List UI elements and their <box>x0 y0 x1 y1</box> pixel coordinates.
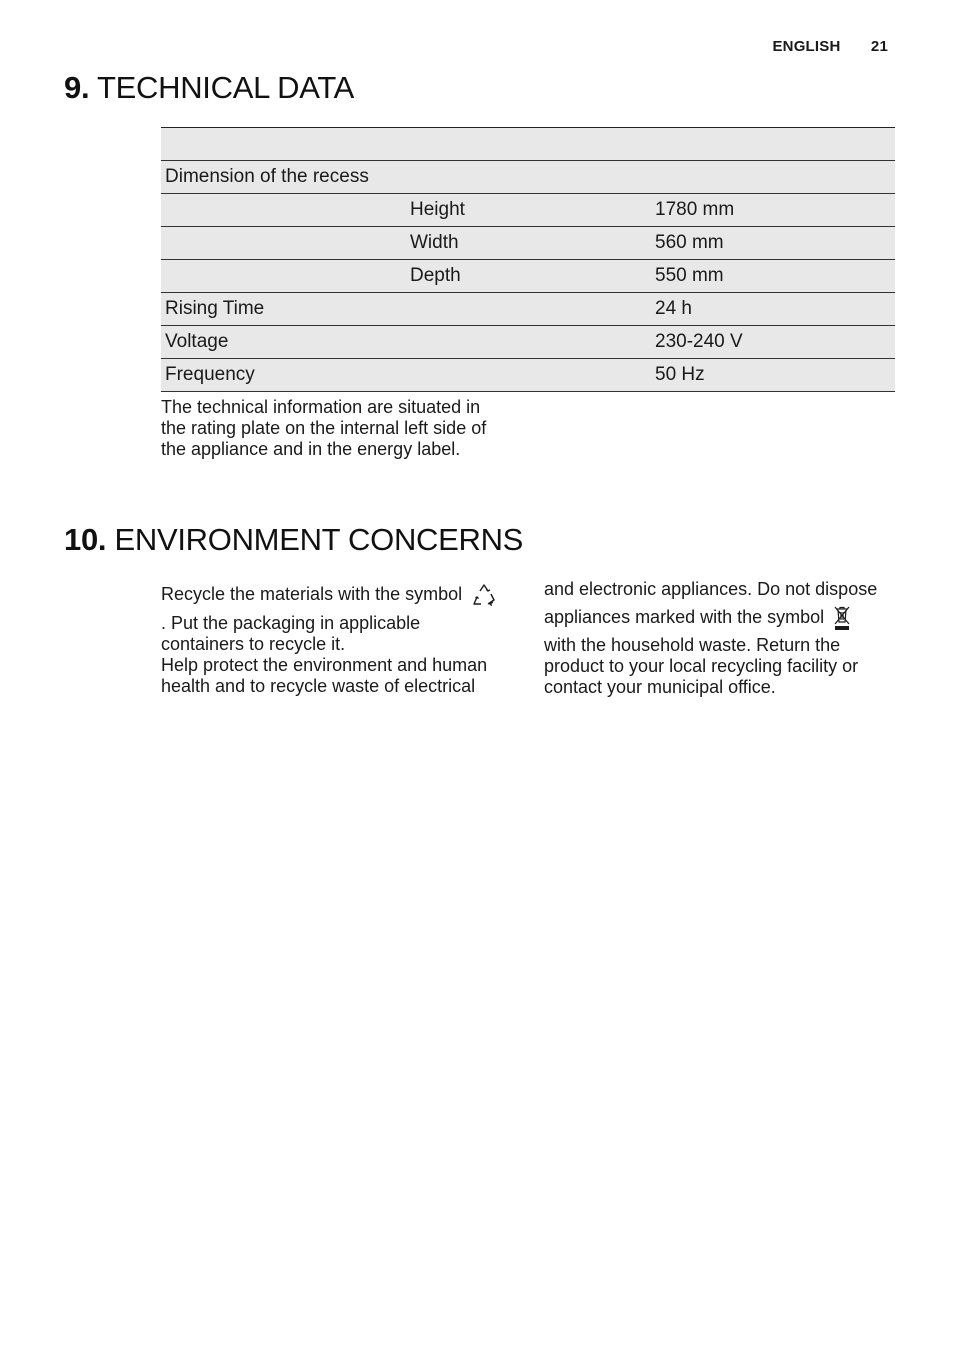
table-row <box>161 326 895 359</box>
section-10-title <box>64 522 523 558</box>
env-left-line-5: health and to recycle waste of electrical <box>161 676 476 696</box>
table-cell <box>406 359 651 392</box>
table-cell: 24 h <box>651 293 895 326</box>
table-cell <box>406 293 651 326</box>
section-10-number: 10. <box>64 522 107 557</box>
env-right-line-1: and electronic appliances. Do not dispose <box>544 579 878 599</box>
table-cell: Height <box>406 194 651 227</box>
table-row <box>161 128 895 161</box>
table-cell <box>406 128 651 161</box>
table-cell: Dimension of the recess <box>161 161 406 194</box>
env-right-line-5: contact your municipal office. <box>544 677 776 697</box>
table-row <box>161 194 895 227</box>
technical-info-note <box>161 397 511 460</box>
table-cell: 560 mm <box>651 227 895 260</box>
env-left-line-2: . Put the packaging in applicable <box>161 613 421 633</box>
table-cell <box>406 326 651 359</box>
crossed-bin-icon <box>833 605 851 631</box>
table-cell: 50 Hz <box>651 359 895 392</box>
table-cell <box>161 227 406 260</box>
table-row <box>161 260 895 293</box>
env-left-line-1: Recycle the materials with the symbol <box>161 583 463 604</box>
table-cell: Frequency <box>161 359 406 392</box>
section-9-number: 9. <box>64 70 90 105</box>
page-number: 21 <box>870 38 888 55</box>
env-right-line-3: with the household waste. Return the <box>544 635 841 655</box>
note-line: the rating plate on the internal left side of <box>161 418 487 438</box>
page-header <box>772 38 888 55</box>
table-row <box>161 227 895 260</box>
table-cell: Width <box>406 227 651 260</box>
note-line: the appliance and in the energy label. <box>161 439 461 459</box>
table-row <box>161 161 895 194</box>
table-cell: 550 mm <box>651 260 895 293</box>
table-cell: Voltage <box>161 326 406 359</box>
technical-data-table <box>161 127 895 392</box>
table-cell <box>161 260 406 293</box>
environment-text-left <box>161 582 511 697</box>
table-cell <box>651 128 895 161</box>
env-right-line-2: appliances marked with the symbol <box>544 606 825 627</box>
table-row <box>161 293 895 326</box>
env-left-line-3: containers to recycle it. <box>161 634 346 654</box>
table-cell: 1780 mm <box>651 194 895 227</box>
env-left-line-4: Help protect the environment and human <box>161 655 488 675</box>
env-right-line-4: product to your local recycling facility or <box>544 656 859 676</box>
note-line: The technical information are situated in <box>161 397 481 417</box>
table-cell <box>161 128 406 161</box>
section-10-title-text: ENVIRONMENT CONCERNS <box>114 522 524 557</box>
table-cell <box>161 194 406 227</box>
table-cell: 230-240 V <box>651 326 895 359</box>
section-9-title-text: TECHNICAL DATA <box>97 70 355 105</box>
table-cell: Depth <box>406 260 651 293</box>
section-9-title <box>64 70 354 106</box>
header-language: ENGLISH <box>772 38 841 55</box>
environment-text-right <box>544 579 894 698</box>
recycle-icon <box>471 582 497 608</box>
table-row <box>161 359 895 392</box>
table-cell <box>651 161 895 194</box>
table-cell <box>406 161 651 194</box>
table-cell: Rising Time <box>161 293 406 326</box>
